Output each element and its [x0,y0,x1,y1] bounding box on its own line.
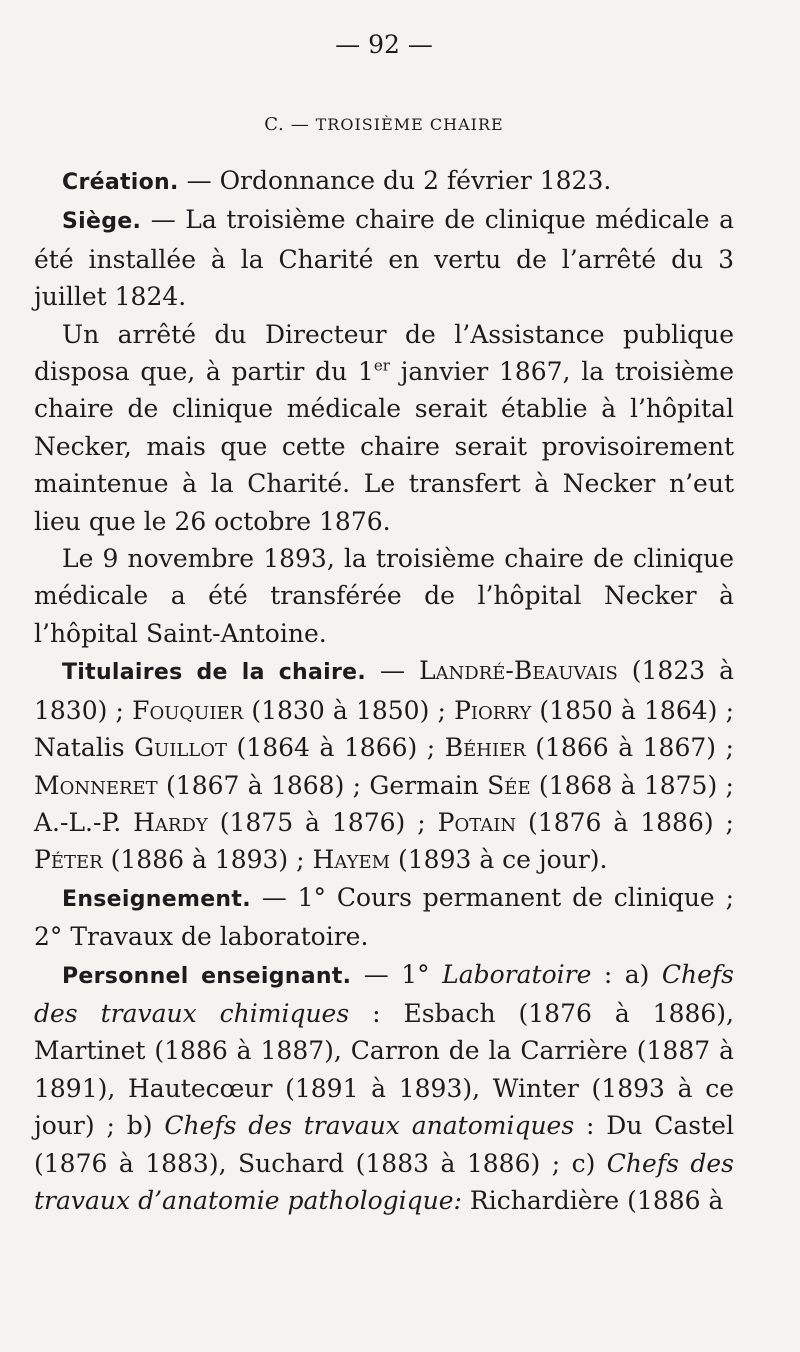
titulaire-dates: (1864 à 1866) [236,733,418,763]
titulaire-entry: Natalis Guillot (1864 à 1866) ; [34,733,445,763]
dash: — [379,656,405,686]
paragraph-siege [34,201,734,315]
page-number: — 92 — [335,30,433,59]
titulaire-name: Béhier [444,733,526,763]
section-title: TROISIÈME CHAIRE [315,115,504,134]
titulaire-entry: Germain Sée (1868 à 1875) ; [369,770,734,800]
titulaire-entry: Potain (1876 à 1886) ; [437,807,734,837]
titulaire-name: Landré-Beauvais [418,656,618,686]
titulaire-dates: (1867 à 1868) [166,770,345,800]
titulaire-name: Potain [437,807,517,837]
rubric-siege: Siège. [62,209,142,235]
titulaire-dates: (1868 à 1875) [538,770,718,800]
paragraph-titulaires [34,652,734,878]
titulaire-entry: Béhier (1866 à 1867) ; [444,733,734,763]
patho-list: Richardière (1886 à [461,1185,724,1215]
superscript: er [373,356,390,375]
titulaire-entry: Piorry (1850 à 1864) ; [454,695,734,725]
titulaire-dates: (1876 à 1886) [528,807,714,837]
titulaire-entry: Monneret (1867 à 1868) ; [34,770,370,800]
arrete-text-end: janvier 1867, la troisième chaire de clinique médicale serait établie à l’hôpital Necker, mais que cette chaire serait provisoirement maintenue à la Charité. Le transfert à Necker n’eut lieu que le 26 octobre 1876. [34,357,734,536]
titulaire-given-name: A.-L.-P. [34,807,134,837]
titulaire-entry: Landré-Beauvais (1823 à 1830) ; [34,656,734,725]
dash: — [150,205,176,235]
chefs-anatomiques-label: Chefs des travaux anatomiques [164,1111,575,1141]
paragraph-personnel [34,956,734,1220]
paragraph-enseignement [34,879,734,956]
chimiques-list: : Esbach (1876 à 1886), Martinet (1886 à 1887), Carron de la Carrière (1887 à 1891), Hautecœur (1891 à 1893), Winter (1893 à ce jour) ; b) [34,998,734,1141]
titulaire-name: Monneret [34,770,158,800]
titulaire-name: Hayem [312,845,391,875]
rubric-titulaires: Titulaires de la chaire. [62,660,367,686]
titulaire-name: Hardy [133,807,208,837]
titulaire-dates: (1875 à 1876) [219,807,406,837]
titulaire-dates: (1823 à 1830) [34,656,734,725]
titulaire-entry: A.-L.-P. Hardy (1875 à 1876) ; [34,807,438,837]
paragraph-arrete [34,316,734,540]
titulaire-name: Fouquier [132,695,244,725]
rubric-enseignement: Enseignement. [62,886,251,912]
titulaire-dates: (1866 à 1867) [535,733,717,763]
titulaire-entry: Péter (1886 à 1893) ; [34,845,313,875]
arrete-text-start: Un arrêté du Directeur de l’Assistance publique disposa que, à partir du 1 [34,319,734,387]
siege-text: La troisième chaire de clinique médicale a été installée à la Charité en vertu de l’arrêté du 3 juillet 1824. [34,205,735,312]
titulaire-name: Piorry [454,695,532,725]
rubric-creation: Création. [62,170,179,195]
dash: — [363,959,389,989]
section-heading [34,108,734,142]
chefs-chimiques-label: Chefs des travaux chimiques [34,959,734,1028]
document-page [34,24,734,1219]
number-label: 1° [401,959,430,989]
chefs-patho-label: Chefs des travaux d’anatomie pathologique: [34,1148,734,1215]
titulaire-given-name: Natalis [34,733,135,763]
paragraph-novembre: Le 9 novembre 1893, la troisième chaire de clinique médicale a été transférée de l’hôpital Necker à l’hôpital Saint-Antoine. [34,544,734,648]
titulaire-entry: Hayem (1893 à ce jour). [312,845,608,875]
titulaire-dates: (1850 à 1864) [539,695,718,725]
titulaire-entry: Fouquier (1830 à 1850) ; [132,695,455,725]
titulaire-name: Guillot [134,733,228,763]
laboratoire-label: Laboratoire [442,959,592,989]
rubric-personnel: Personnel enseignant. [62,963,352,989]
enseignement-text: 1° Cours permanent de clinique ; 2° Travaux de laboratoire. [34,882,734,952]
titulaire-name: Sée [487,770,531,800]
section-letter: C. [264,114,285,135]
section-dash: — [290,114,310,135]
titulaire-dates: (1886 à 1893) [110,845,289,875]
titulaires-list [34,656,734,874]
dash: — [186,166,212,195]
titulaire-name: Péter [34,845,103,875]
enum-a: : a) [591,959,650,989]
dash: — [261,882,287,912]
titulaire-dates: (1830 à 1850) [251,695,430,725]
anatomiques-list: : Du Castel (1876 à 1883), Suchard (1883 à 1886) ; c) [34,1111,734,1178]
titulaire-given-name: Germain [369,770,488,800]
creation-text: Ordonnance du 2 février 1823. [219,166,612,195]
titulaire-dates: (1893 à ce jour) [398,845,600,875]
paragraph-creation [34,162,734,201]
